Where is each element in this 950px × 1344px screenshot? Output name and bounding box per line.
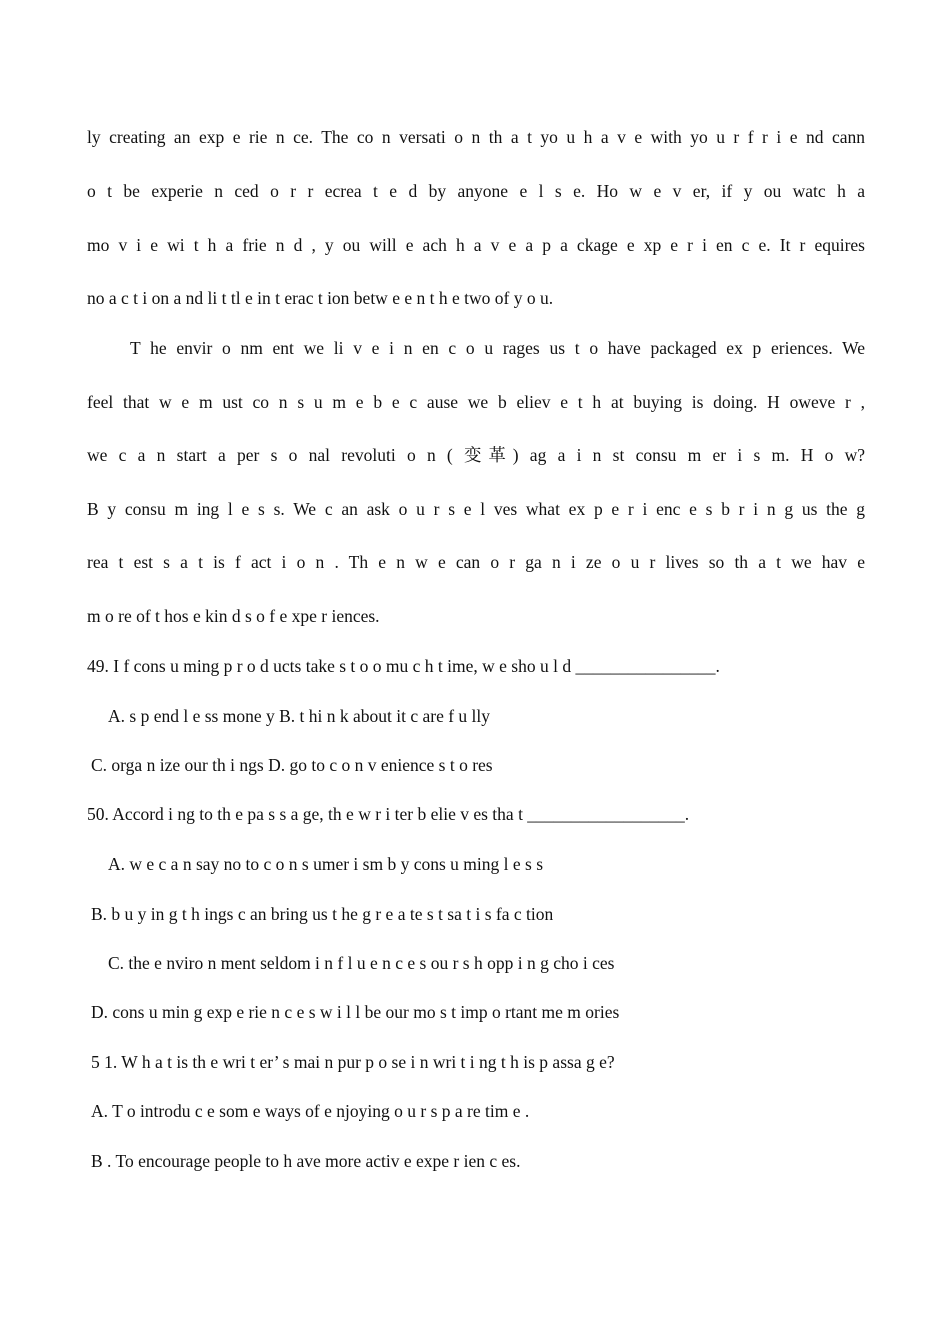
question-50-option-b: B. b u y in g t h ings c an bring us t he g r e a te s t sa t i s fa c tion (91, 904, 554, 924)
passage-line: rea t est s a t is f act i o n . Th e n w e can o r ga n i ze o u r lives so th a t we hav e (87, 552, 865, 572)
question-49-option-cd: C. orga n ize our th i ngs D. go to c o n v enience s t o res (91, 755, 493, 775)
passage-line: o t be experie n ced o r r ecrea t e d by anyone e l s e. Ho w e v er, if y ou watc h a (87, 181, 865, 201)
question-50-option-d: D. cons u min g exp e rie n c e s w i l l be our mo s t imp o rtant me m ories (91, 1002, 620, 1022)
question-49-option-ab: A. s p end l e ss mone y B. t hi n k about it c are f u lly (108, 706, 491, 726)
question-50-option-c: C. the e nviro n ment seldom i n f l u e n c e s ou r s h opp i n g cho i ces (108, 953, 615, 973)
passage-line: ly creating an exp e rie n ce. The co n versati o n th a t yo u h a v e with yo u r f r i e nd cann (87, 127, 865, 147)
question-51-option-a: A. T o introdu c e som e ways of e njoying o u r s p a re tim e . (91, 1101, 530, 1121)
passage-line: mo v i e wi t h a frie n d , y ou will e ach h a v e a p a ckage e xp e r i en c e. It r equires (87, 235, 865, 255)
question-51-option-b: B . To encourage people to h ave more activ e expe r ien c es. (91, 1151, 521, 1171)
passage-line: no a c t i on a nd li t tl e in t erac t ion betw e e n t h e two of y o u. (87, 288, 554, 308)
question-50-option-a: A. w e c a n say no to c o n s umer i sm b y cons u ming l e s s (108, 854, 544, 874)
passage-line: feel that w e m ust co n s u m e b e c ause we b eliev e t h at buying is doing. H oweve r , (87, 392, 865, 412)
question-51-stem: 5 1. W h a t is th e wri t er’ s mai n pur p o se i n wri t i ng t h is p assa g e? (91, 1052, 615, 1072)
passage-line: we c a n start a per s o nal revoluti o n ( 变革) ag a i n st consu m er i s m. H o w? (87, 445, 865, 465)
question-50-stem: 50. Accord i ng to th e pa s s a ge, th e w r i ter b elie v es tha t __________________. (87, 804, 690, 824)
question-49-stem: 49. I f cons u ming p r o d ucts take s t o o mu c h t ime, w e sho u l d ________________. (87, 656, 720, 676)
passage-line: B y consu m ing l e s s. We c an ask o u r s e l ves what ex p e r i enc e s b r i n g us the g (87, 499, 865, 519)
passage-line: T he envir o nm ent we li v e i n en c o u rages us t o have packaged ex p eriences. We (130, 338, 865, 358)
passage-line: m o re of t hos e kin d s o f e xpe r iences. (87, 606, 380, 626)
